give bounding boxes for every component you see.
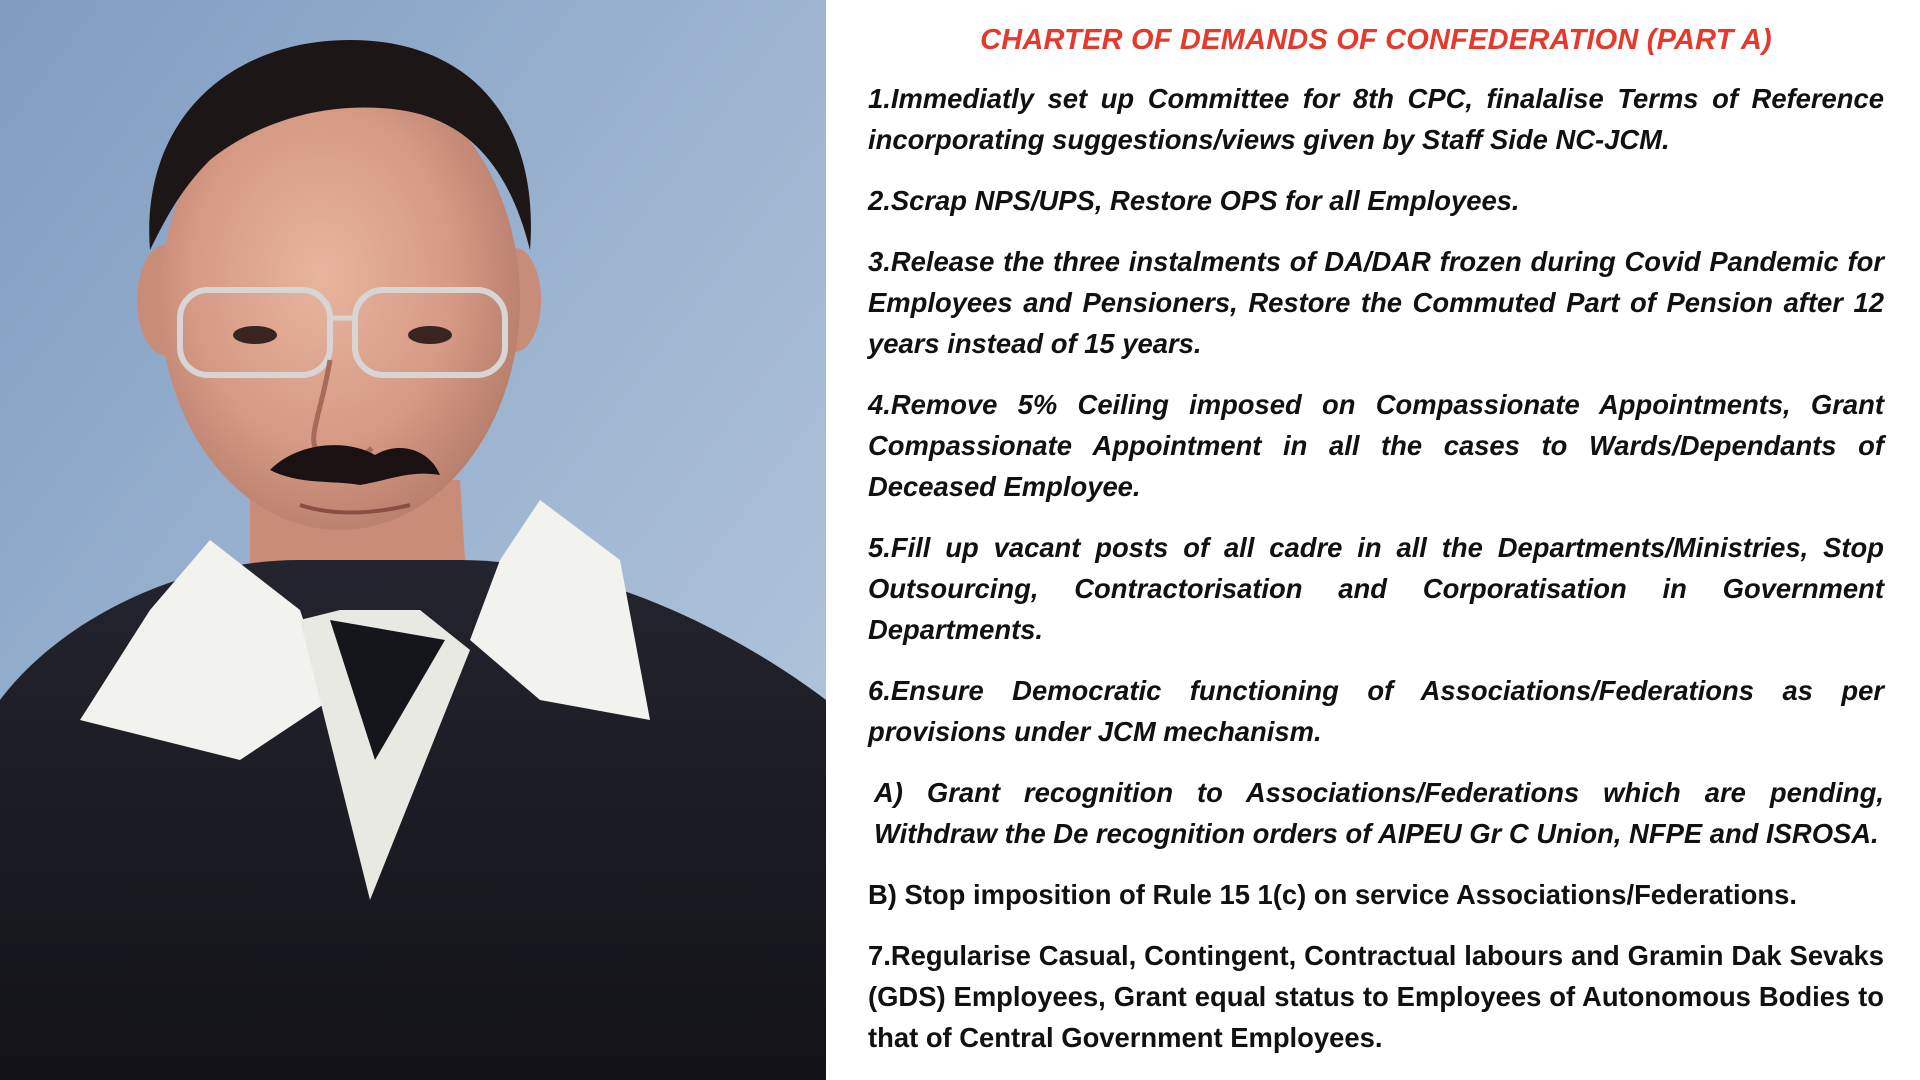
- charter-title: CHARTER OF DEMANDS OF CONFEDERATION (PART A): [980, 24, 1772, 56]
- demand-item-2: 2.Scrap NPS/UPS, Restore OPS for all Employees.: [868, 185, 1520, 216]
- demand-item-7: 7.Regularise Casual, Contingent, Contractual labours and Gramin Dak Sevaks (GDS) Employees, Grant equal status to Employees of Autonomous Bodies to that of Central Government Employees.: [868, 940, 1884, 1053]
- portrait-photo-icon: [0, 0, 826, 1080]
- demand-item-4: 4.Remove 5% Ceiling imposed on Compassionate Appointments, Grant Compassionate Appointment in all the cases to Wards/Dependants of Deceased Employee.: [868, 389, 1884, 502]
- demand-item-1: 1.Immediatly set up Committee for 8th CPC, finalalise Terms of Reference incorporating suggestions/views given by Staff Side NC-JCM.: [868, 83, 1884, 155]
- portrait-photo: [0, 0, 826, 1080]
- demand-item-3: 3.Release the three instalments of DA/DAR frozen during Covid Pandemic for Employees and Pensioners, Restore the Commuted Part of Pension after 12 years instead of 15 years.: [868, 246, 1884, 359]
- demand-item-5: 5.Fill up vacant posts of all cadre in all the Departments/Ministries, Stop Outsourcing, Contractorisation and Corporatisation in Government Departments.: [868, 532, 1884, 645]
- demand-item-6b: B) Stop imposition of Rule 15 1(c) on service Associations/Federations.: [868, 879, 1797, 910]
- demand-item-6a: A) Grant recognition to Associations/Federations which are pending, Withdraw the De recognition orders of AIPEU Gr C Union, NFPE and ISROSA.: [874, 777, 1884, 849]
- demand-item-6: 6.Ensure Democratic functioning of Associations/Federations as per provisions under JCM mechanism.: [868, 675, 1884, 747]
- charter-panel: [868, 0, 1884, 1080]
- demands-list: [868, 78, 1884, 1058]
